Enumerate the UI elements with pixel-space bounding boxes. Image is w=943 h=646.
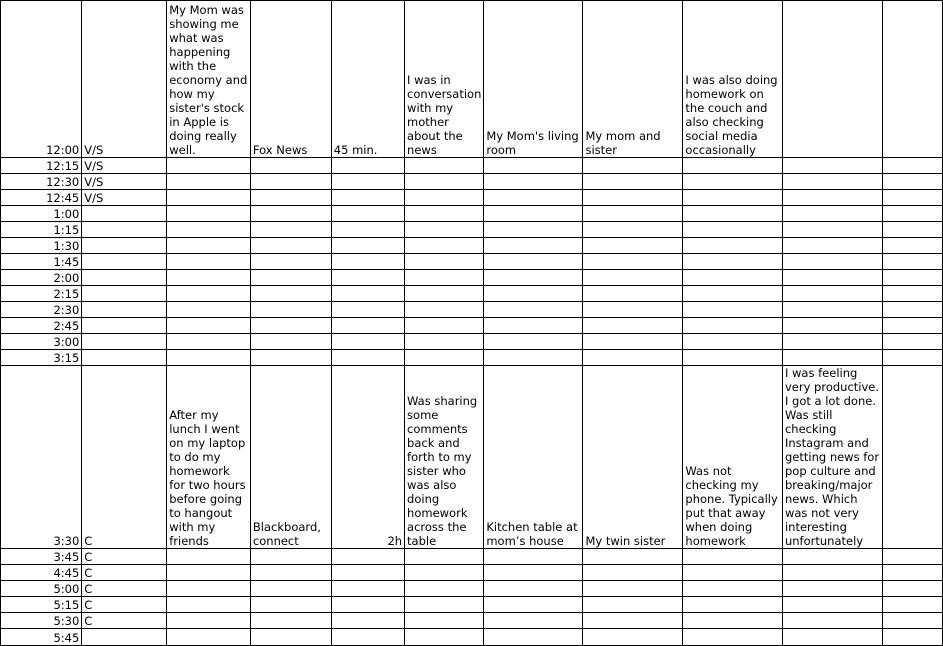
activity-cell[interactable] xyxy=(167,238,251,254)
empty-column-cell[interactable] xyxy=(882,158,942,174)
code-cell[interactable] xyxy=(82,270,167,286)
source-cell[interactable] xyxy=(250,581,331,597)
with-cell[interactable] xyxy=(583,206,683,222)
source-cell[interactable] xyxy=(250,318,331,334)
time-cell[interactable]: 5:15 xyxy=(1,597,82,613)
interaction-cell[interactable] xyxy=(405,597,484,613)
empty-column-cell[interactable] xyxy=(882,613,942,629)
location-cell[interactable] xyxy=(484,318,583,334)
with-cell[interactable] xyxy=(583,629,683,646)
feeling-cell[interactable] xyxy=(782,549,882,565)
code-cell[interactable]: V/S xyxy=(82,190,167,206)
interaction-cell[interactable] xyxy=(405,270,484,286)
duration-cell[interactable] xyxy=(331,334,404,350)
interaction-cell[interactable] xyxy=(405,174,484,190)
source-cell[interactable] xyxy=(250,565,331,581)
interaction-cell[interactable] xyxy=(405,629,484,646)
with-cell[interactable] xyxy=(583,222,683,238)
empty-column-cell[interactable] xyxy=(882,318,942,334)
activity-cell[interactable] xyxy=(167,174,251,190)
time-cell[interactable]: 12:15 xyxy=(1,158,82,174)
table-row xyxy=(1,190,943,206)
empty-column-cell[interactable] xyxy=(882,549,942,565)
duration-cell[interactable] xyxy=(331,238,404,254)
table-row xyxy=(1,158,943,174)
multitask-cell[interactable] xyxy=(683,254,783,270)
location-cell[interactable] xyxy=(484,158,583,174)
interaction-cell[interactable]: I was in conversation with my mother about the news xyxy=(405,1,484,158)
with-cell[interactable] xyxy=(583,597,683,613)
location-cell[interactable] xyxy=(484,190,583,206)
with-cell[interactable] xyxy=(583,190,683,206)
feeling-cell[interactable] xyxy=(782,206,882,222)
time-cell[interactable]: 2:15 xyxy=(1,286,82,302)
duration-cell[interactable]: 2h xyxy=(331,366,404,549)
feeling-cell[interactable] xyxy=(782,613,882,629)
activity-cell[interactable] xyxy=(167,613,251,629)
empty-column-cell[interactable] xyxy=(882,1,942,158)
activity-cell[interactable] xyxy=(167,334,251,350)
with-cell[interactable] xyxy=(583,270,683,286)
feeling-cell[interactable] xyxy=(782,270,882,286)
feeling-cell[interactable] xyxy=(782,254,882,270)
with-cell[interactable] xyxy=(583,238,683,254)
multitask-cell[interactable] xyxy=(683,597,783,613)
source-cell[interactable] xyxy=(250,254,331,270)
multitask-cell[interactable] xyxy=(683,206,783,222)
with-cell[interactable]: My twin sister xyxy=(583,366,683,549)
with-cell[interactable]: My mom and sister xyxy=(583,1,683,158)
code-cell[interactable] xyxy=(82,629,167,646)
duration-cell[interactable] xyxy=(331,613,404,629)
code-cell[interactable] xyxy=(82,302,167,318)
interaction-cell[interactable] xyxy=(405,318,484,334)
duration-cell[interactable]: 45 min. xyxy=(331,1,404,158)
activity-cell[interactable] xyxy=(167,318,251,334)
interaction-cell[interactable] xyxy=(405,549,484,565)
multitask-cell[interactable] xyxy=(683,629,783,646)
source-cell[interactable] xyxy=(250,158,331,174)
table-row xyxy=(1,286,943,302)
activity-cell[interactable] xyxy=(167,629,251,646)
multitask-cell[interactable] xyxy=(683,318,783,334)
duration-cell[interactable] xyxy=(331,286,404,302)
location-cell[interactable]: Kitchen table at mom’s house xyxy=(484,366,583,549)
time-cell[interactable]: 1:45 xyxy=(1,254,82,270)
table-row xyxy=(1,597,943,613)
with-cell[interactable] xyxy=(583,158,683,174)
feeling-cell[interactable] xyxy=(782,238,882,254)
interaction-cell[interactable] xyxy=(405,222,484,238)
code-cell[interactable]: C xyxy=(82,549,167,565)
time-cell[interactable]: 12:45 xyxy=(1,190,82,206)
interaction-cell[interactable] xyxy=(405,350,484,366)
activity-cell[interactable] xyxy=(167,190,251,206)
multitask-cell[interactable] xyxy=(683,286,783,302)
empty-column-cell[interactable] xyxy=(882,350,942,366)
source-cell[interactable] xyxy=(250,222,331,238)
activity-cell[interactable] xyxy=(167,286,251,302)
table-row xyxy=(1,549,943,565)
multitask-cell[interactable] xyxy=(683,581,783,597)
table-row xyxy=(1,302,943,318)
multitask-cell[interactable] xyxy=(683,549,783,565)
empty-column-cell[interactable] xyxy=(882,206,942,222)
feeling-cell[interactable] xyxy=(782,334,882,350)
duration-cell[interactable] xyxy=(331,318,404,334)
source-cell[interactable]: Fox News xyxy=(250,1,331,158)
feeling-cell[interactable]: I was feeling very productive. I got a lot done. Was still checking Instagram and getting news for pop culture and breaking/major news. Which was not very interesting unfortunately xyxy=(782,366,882,549)
multitask-cell[interactable] xyxy=(683,238,783,254)
interaction-cell[interactable] xyxy=(405,581,484,597)
feeling-cell[interactable] xyxy=(782,629,882,646)
time-cell[interactable]: 12:00 xyxy=(1,1,82,158)
location-cell[interactable] xyxy=(484,254,583,270)
source-cell[interactable] xyxy=(250,302,331,318)
location-cell[interactable] xyxy=(484,302,583,318)
location-cell[interactable]: My Mom's living room xyxy=(484,1,583,158)
with-cell[interactable] xyxy=(583,613,683,629)
multitask-cell[interactable] xyxy=(683,174,783,190)
source-cell[interactable] xyxy=(250,270,331,286)
source-cell[interactable] xyxy=(250,549,331,565)
with-cell[interactable] xyxy=(583,302,683,318)
location-cell[interactable] xyxy=(484,270,583,286)
activity-cell[interactable]: After my lunch I went on my laptop to do my homework for two hours before going to hangout with my friends xyxy=(167,366,251,549)
source-cell[interactable]: Blackboard, connect xyxy=(250,366,331,549)
activity-cell[interactable] xyxy=(167,350,251,366)
interaction-cell[interactable] xyxy=(405,302,484,318)
empty-column-cell[interactable] xyxy=(882,581,942,597)
location-cell[interactable] xyxy=(484,629,583,646)
empty-column-cell[interactable] xyxy=(882,565,942,581)
time-cell[interactable]: 1:30 xyxy=(1,238,82,254)
interaction-cell[interactable] xyxy=(405,238,484,254)
empty-column-cell[interactable] xyxy=(882,190,942,206)
source-cell[interactable] xyxy=(250,334,331,350)
time-cell[interactable]: 1:15 xyxy=(1,222,82,238)
duration-cell[interactable] xyxy=(331,597,404,613)
duration-cell[interactable] xyxy=(331,158,404,174)
interaction-cell[interactable] xyxy=(405,190,484,206)
feeling-cell[interactable] xyxy=(782,286,882,302)
activity-cell[interactable] xyxy=(167,206,251,222)
empty-column-cell[interactable] xyxy=(882,366,942,549)
code-cell[interactable] xyxy=(82,238,167,254)
multitask-cell[interactable] xyxy=(683,190,783,206)
table-row xyxy=(1,174,943,190)
empty-column-cell[interactable] xyxy=(882,222,942,238)
time-cell[interactable]: 5:30 xyxy=(1,613,82,629)
time-cell[interactable]: 3:45 xyxy=(1,549,82,565)
empty-column-cell[interactable] xyxy=(882,334,942,350)
location-cell[interactable] xyxy=(484,549,583,565)
feeling-cell[interactable] xyxy=(782,158,882,174)
time-cell[interactable]: 5:00 xyxy=(1,581,82,597)
code-cell[interactable] xyxy=(82,286,167,302)
code-cell[interactable] xyxy=(82,350,167,366)
multitask-cell[interactable]: Was not checking my phone. Typically put that away when doing homework xyxy=(683,366,783,549)
duration-cell[interactable] xyxy=(331,270,404,286)
table-row xyxy=(1,350,943,366)
source-cell[interactable] xyxy=(250,174,331,190)
table-row xyxy=(1,366,943,549)
activity-cell[interactable] xyxy=(167,270,251,286)
code-cell[interactable]: C xyxy=(82,581,167,597)
location-cell[interactable] xyxy=(484,222,583,238)
duration-cell[interactable] xyxy=(331,222,404,238)
duration-cell[interactable] xyxy=(331,174,404,190)
duration-cell[interactable] xyxy=(331,581,404,597)
empty-column-cell[interactable] xyxy=(882,629,942,646)
source-cell[interactable] xyxy=(250,597,331,613)
empty-column-cell[interactable] xyxy=(882,238,942,254)
source-cell[interactable] xyxy=(250,350,331,366)
interaction-cell[interactable] xyxy=(405,158,484,174)
feeling-cell[interactable] xyxy=(782,350,882,366)
activity-cell[interactable] xyxy=(167,254,251,270)
table-row xyxy=(1,222,943,238)
location-cell[interactable] xyxy=(484,597,583,613)
location-cell[interactable] xyxy=(484,581,583,597)
multitask-cell[interactable] xyxy=(683,270,783,286)
code-cell[interactable]: V/S xyxy=(82,158,167,174)
time-cell[interactable]: 2:45 xyxy=(1,318,82,334)
feeling-cell[interactable] xyxy=(782,581,882,597)
duration-cell[interactable] xyxy=(331,302,404,318)
empty-column-cell[interactable] xyxy=(882,254,942,270)
duration-cell[interactable] xyxy=(331,206,404,222)
with-cell[interactable] xyxy=(583,254,683,270)
interaction-cell[interactable] xyxy=(405,565,484,581)
table-row xyxy=(1,206,943,222)
time-cell[interactable]: 3:15 xyxy=(1,350,82,366)
multitask-cell[interactable] xyxy=(683,222,783,238)
source-cell[interactable] xyxy=(250,190,331,206)
table-row xyxy=(1,613,943,629)
with-cell[interactable] xyxy=(583,565,683,581)
activity-cell[interactable] xyxy=(167,222,251,238)
empty-column-cell[interactable] xyxy=(882,270,942,286)
code-cell[interactable]: C xyxy=(82,597,167,613)
multitask-cell[interactable] xyxy=(683,334,783,350)
with-cell[interactable] xyxy=(583,286,683,302)
location-cell[interactable] xyxy=(484,613,583,629)
time-cell[interactable]: 4:45 xyxy=(1,565,82,581)
table-row xyxy=(1,238,943,254)
duration-cell[interactable] xyxy=(331,190,404,206)
feeling-cell[interactable] xyxy=(782,190,882,206)
time-cell[interactable]: 2:00 xyxy=(1,270,82,286)
empty-column-cell[interactable] xyxy=(882,286,942,302)
source-cell[interactable] xyxy=(250,629,331,646)
interaction-cell[interactable] xyxy=(405,613,484,629)
multitask-cell[interactable] xyxy=(683,158,783,174)
source-cell[interactable] xyxy=(250,613,331,629)
with-cell[interactable] xyxy=(583,350,683,366)
time-cell[interactable]: 3:00 xyxy=(1,334,82,350)
time-cell[interactable]: 12:30 xyxy=(1,174,82,190)
source-cell[interactable] xyxy=(250,286,331,302)
activity-cell[interactable] xyxy=(167,597,251,613)
interaction-cell[interactable] xyxy=(405,254,484,270)
multitask-cell[interactable] xyxy=(683,350,783,366)
with-cell[interactable] xyxy=(583,549,683,565)
duration-cell[interactable] xyxy=(331,549,404,565)
activity-cell[interactable] xyxy=(167,565,251,581)
feeling-cell[interactable] xyxy=(782,597,882,613)
activity-cell[interactable]: My Mom was showing me what was happening with the economy and how my sister's stock in Apple is doing really well. xyxy=(167,1,251,158)
feeling-cell[interactable] xyxy=(782,302,882,318)
code-cell[interactable]: C xyxy=(82,366,167,549)
location-cell[interactable] xyxy=(484,350,583,366)
location-cell[interactable] xyxy=(484,286,583,302)
interaction-cell[interactable]: Was sharing some comments back and forth to my sister who was also doing homework across the table xyxy=(405,366,484,549)
table-row xyxy=(1,565,943,581)
time-cell[interactable]: 3:30 xyxy=(1,366,82,549)
activity-cell[interactable] xyxy=(167,302,251,318)
interaction-cell[interactable] xyxy=(405,334,484,350)
code-cell[interactable]: C xyxy=(82,613,167,629)
table-row xyxy=(1,629,943,646)
code-cell[interactable] xyxy=(82,206,167,222)
time-cell[interactable]: 1:00 xyxy=(1,206,82,222)
duration-cell[interactable] xyxy=(331,629,404,646)
code-cell[interactable] xyxy=(82,254,167,270)
with-cell[interactable] xyxy=(583,581,683,597)
interaction-cell[interactable] xyxy=(405,206,484,222)
activity-cell[interactable] xyxy=(167,158,251,174)
location-cell[interactable] xyxy=(484,238,583,254)
table-row xyxy=(1,1,943,158)
code-cell[interactable] xyxy=(82,318,167,334)
duration-cell[interactable] xyxy=(331,565,404,581)
multitask-cell[interactable] xyxy=(683,565,783,581)
table-row xyxy=(1,270,943,286)
code-cell[interactable] xyxy=(82,222,167,238)
location-cell[interactable] xyxy=(484,174,583,190)
source-cell[interactable] xyxy=(250,206,331,222)
location-cell[interactable] xyxy=(484,334,583,350)
empty-column-cell[interactable] xyxy=(882,597,942,613)
duration-cell[interactable] xyxy=(331,254,404,270)
code-cell[interactable]: C xyxy=(82,565,167,581)
with-cell[interactable] xyxy=(583,318,683,334)
empty-column-cell[interactable] xyxy=(882,302,942,318)
time-cell[interactable]: 2:30 xyxy=(1,302,82,318)
multitask-cell[interactable]: I was also doing homework on the couch and also checking social media occasionally xyxy=(683,1,783,158)
feeling-cell[interactable] xyxy=(782,174,882,190)
feeling-cell[interactable] xyxy=(782,1,882,158)
multitask-cell[interactable] xyxy=(683,613,783,629)
table-row xyxy=(1,254,943,270)
with-cell[interactable] xyxy=(583,174,683,190)
location-cell[interactable] xyxy=(484,206,583,222)
interaction-cell[interactable] xyxy=(405,286,484,302)
with-cell[interactable] xyxy=(583,334,683,350)
activity-cell[interactable] xyxy=(167,581,251,597)
multitask-cell[interactable] xyxy=(683,302,783,318)
code-cell[interactable]: V/S xyxy=(82,174,167,190)
activity-cell[interactable] xyxy=(167,549,251,565)
feeling-cell[interactable] xyxy=(782,222,882,238)
feeling-cell[interactable] xyxy=(782,318,882,334)
empty-column-cell[interactable] xyxy=(882,174,942,190)
source-cell[interactable] xyxy=(250,238,331,254)
feeling-cell[interactable] xyxy=(782,565,882,581)
table-row xyxy=(1,318,943,334)
table-row xyxy=(1,334,943,350)
location-cell[interactable] xyxy=(484,565,583,581)
code-cell[interactable]: V/S xyxy=(82,1,167,158)
code-cell[interactable] xyxy=(82,334,167,350)
time-cell[interactable]: 5:45 xyxy=(1,629,82,646)
duration-cell[interactable] xyxy=(331,350,404,366)
table-row xyxy=(1,581,943,597)
